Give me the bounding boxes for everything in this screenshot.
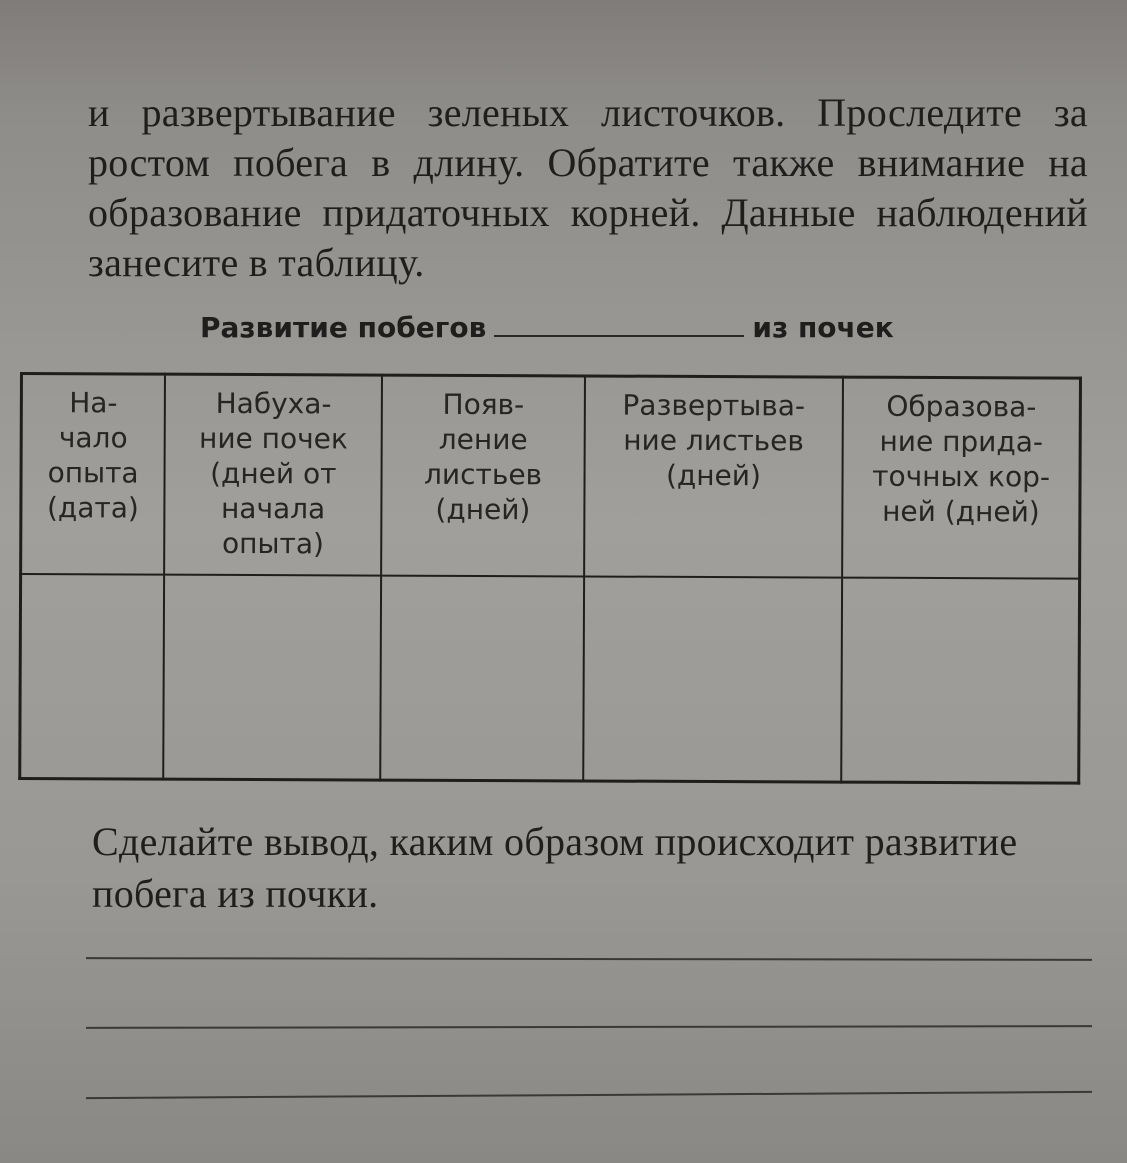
column-header-leaf-appearance: Появ- ление листьев (дней) (381, 375, 584, 576)
cell-leaf-appearance[interactable] (381, 576, 584, 781)
column-header-root-formation: Образова- ние прида- точных кор- ней (дней) (842, 377, 1080, 579)
cell-start-date[interactable] (20, 574, 165, 779)
cell-bud-swelling[interactable] (163, 575, 381, 780)
cell-leaf-unfolding[interactable] (583, 576, 842, 782)
table-row (20, 574, 1080, 783)
column-header-bud-swelling: Набуха- ние почек (дней от начала опыта) (164, 374, 382, 575)
caption-fill-in-blank[interactable] (494, 309, 744, 337)
table-caption (200, 308, 960, 348)
conclusion-prompt: Сделайте вывод, каким образом происходит развитие побега из почки. (92, 819, 1018, 916)
intro-paragraph: и развертывание зеленых листочков. Проследите за ростом побега в длину. Обратите также внимание на образование придаточных корней. Данные наблюдений занесите в таблицу. (88, 90, 1088, 285)
observation-table (18, 372, 1082, 785)
table-header-row (21, 374, 1081, 579)
answer-line[interactable] (86, 1025, 1092, 1029)
table-caption-end: из почек (752, 311, 894, 344)
answer-line[interactable] (86, 1091, 1092, 1099)
cell-root-formation[interactable] (841, 578, 1079, 784)
column-header-start-date: На- чало опыта (дата) (21, 374, 165, 575)
column-header-leaf-unfolding: Развертыва- ние листьев (дней) (584, 376, 843, 578)
table-caption-start: Развитие побегов (200, 311, 487, 344)
answer-line[interactable] (86, 957, 1092, 961)
